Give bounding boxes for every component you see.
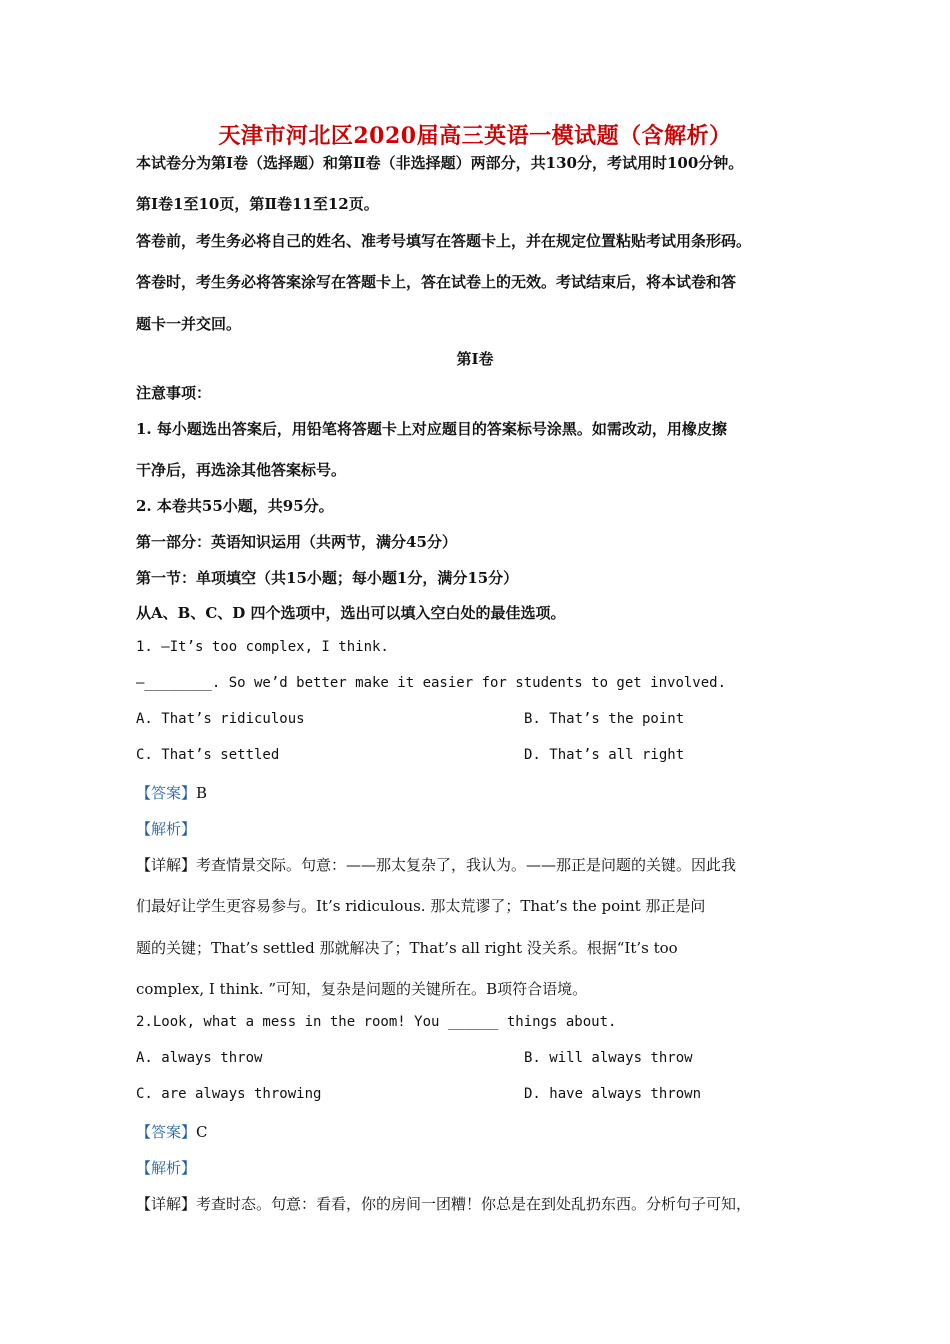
- q2-answer-value: C: [196, 1123, 208, 1141]
- q2-stem: 2.Look, what a mess in the room! You ______ things about.: [136, 1014, 617, 1030]
- q1-option-c: C. That’s settled: [136, 747, 280, 763]
- q2-detail-line-1: [136, 1193, 751, 1214]
- document-title: 天津市河北区2020届高三英语一模试题（含解析）: [218, 123, 732, 149]
- q1-analysis-tag: 【解析】: [136, 820, 197, 838]
- section-title: 第Ⅰ卷: [456, 350, 494, 368]
- q2-analysis-tag: 【解析】: [136, 1159, 197, 1177]
- q2-detail-text: 考查时态。句意：看看，你的房间一团糟！你总是在到处乱扔东西。分析句子可知，: [196, 1195, 752, 1213]
- q1-detail-tag: 【详解】: [136, 856, 197, 874]
- q2-option-a: A. always throw: [136, 1050, 263, 1066]
- intro-line-2: 第Ⅰ卷1至10页，第Ⅱ卷11至12页。: [136, 195, 379, 213]
- q1-detail-line-1: [136, 854, 736, 875]
- q1-analysis: [136, 818, 196, 839]
- q1-option-b: B. That’s the point: [524, 711, 685, 727]
- part-one-heading: 第一部分：英语知识运用（共两节，满分45分）: [136, 533, 457, 551]
- q1-detail-text-1: 考查情景交际。句意：——那太复杂了，我认为。——那正是问题的关键。因此我: [196, 856, 737, 874]
- q2-answer: [136, 1121, 208, 1142]
- q1-answer: [136, 782, 207, 803]
- q1-option-a: A. That’s ridiculous: [136, 711, 305, 727]
- q2-option-d: D. have always thrown: [524, 1086, 702, 1102]
- note-2: 2. 本卷共55小题，共95分。: [136, 497, 334, 515]
- q1-detail-line-2: 们最好让学生更容易参与。It’s ridiculous. 那太荒谬了；That’s the point 那正是问: [136, 897, 706, 915]
- q2-analysis: [136, 1157, 196, 1178]
- q2-answer-tag: 【答案】: [136, 1123, 197, 1141]
- note-1-line-1: 1. 每小题选出答案后，用铅笔将答题卡上对应题目的答案标号涂黑。如需改动，用橡皮擦: [136, 420, 727, 438]
- notes-heading: 注意事项：: [136, 384, 212, 402]
- q1-stem-line-1: 1. —It’s too complex, I think.: [136, 639, 389, 655]
- intro-line-1: 本试卷分为第Ⅰ卷（选择题）和第Ⅱ卷（非选择题）两部分，共130分，考试用时100分钟。: [136, 154, 744, 172]
- q1-detail-line-4: complex, I think. ”可知，复杂是问题的关键所在。B项符合语境。: [136, 980, 588, 998]
- q1-detail-line-3: 题的关键；That’s settled 那就解决了；That’s all right 没关系。根据“It’s too: [136, 939, 678, 957]
- q1-answer-tag: 【答案】: [136, 784, 197, 802]
- q1-answer-value: B: [196, 784, 208, 802]
- intro-line-3: 答卷前，考生务必将自己的姓名、准考号填写在答题卡上，并在规定位置粘贴考试用条形码。: [136, 232, 752, 250]
- q2-option-c: C. are always throwing: [136, 1086, 322, 1102]
- q1-option-d: D. That’s all right: [524, 747, 685, 763]
- intro-line-4: 答卷时，考生务必将答案涂写在答题卡上，答在试卷上的无效。考试结束后，将本试卷和答: [136, 273, 737, 291]
- q1-stem-line-2: —________. So we’d better make it easier for students to get involved.: [136, 675, 727, 691]
- intro-line-5: 题卡一并交回。: [136, 315, 242, 333]
- q2-detail-tag: 【详解】: [136, 1195, 197, 1213]
- instruction: 从A、B、C、D 四个选项中，选出可以填入空白处的最佳选项。: [136, 604, 566, 622]
- q2-option-b: B. will always throw: [524, 1050, 693, 1066]
- section-one-heading: 第一节：单项填空（共15小题；每小题1分，满分15分）: [136, 569, 519, 587]
- note-1-line-2: 干净后，再选涂其他答案标号。: [136, 461, 347, 479]
